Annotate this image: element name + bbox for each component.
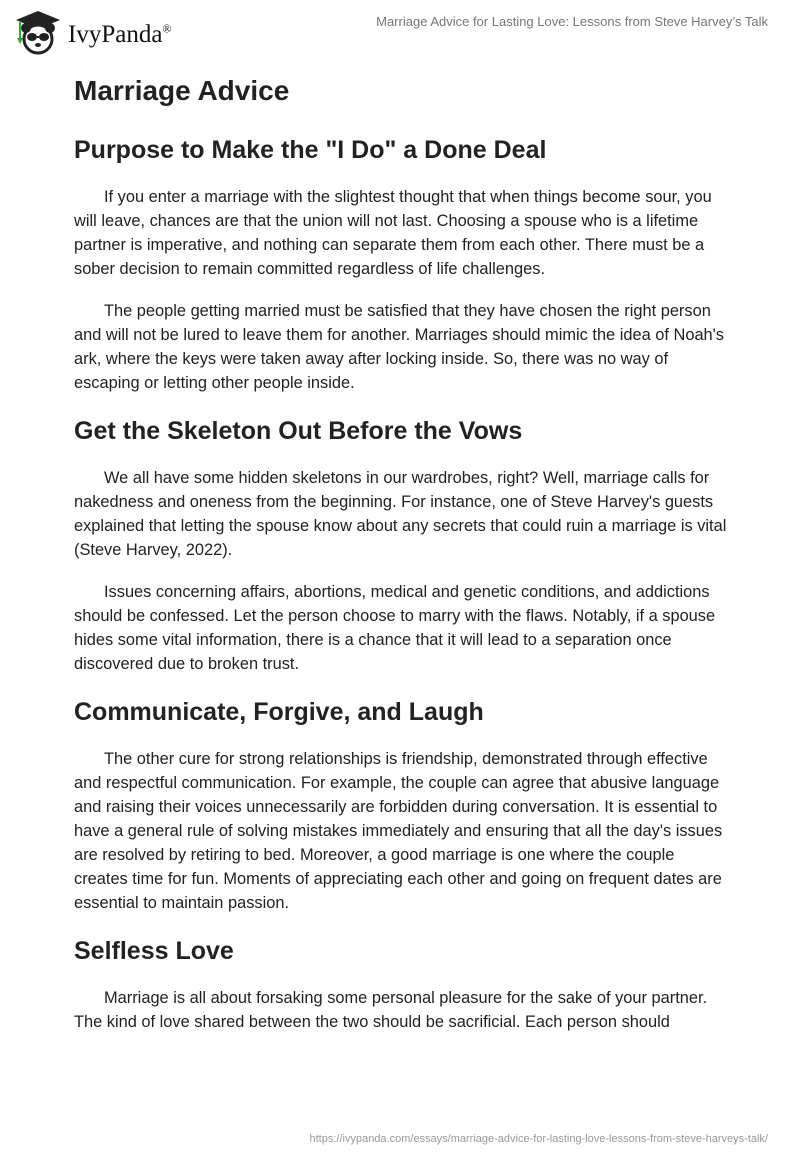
paragraph: The people getting married must be satisfied that they have chosen the right person and will not be lured to leave them for another. Marriages should mimic the idea of Noah's ark, where the keys were taken away after locking inside. So, there was no way of escaping or letting other people inside.: [74, 302, 724, 392]
section-heading: Get the Skeleton Out Before the Vows: [74, 417, 523, 445]
section-heading: Communicate, Forgive, and Laugh: [74, 698, 484, 726]
paragraph: Marriage is all about forsaking some personal pleasure for the sake of your partner. The kind of love shared between the two should be sacrificial. Each person should: [74, 989, 708, 1031]
page-title: Marriage Advice: [74, 75, 290, 106]
section-heading: Selfless Love: [74, 937, 234, 965]
panda-graduate-icon: [12, 8, 64, 56]
section-heading: Purpose to Make the "I Do" a Done Deal: [74, 136, 547, 164]
essay-content: [74, 73, 728, 1052]
paragraph: The other cure for strong relationships is friendship, demonstrated through effective and respectful communication. For example, the couple can agree that abusive language and raising their voices unnecessarily are forbidden during conversation. It is essential to have a general rule of solving mistakes immediately and ensuring that all the day's issues are resolved by retiring to bed. Moreover, a good marriage is one where the couple creates time for fun. Moments of appreciating each other and going on frequent dates are essential to maintain passion.: [74, 750, 723, 912]
document-title: Marriage Advice for Lasting Love: Lessons from Steve Harvey’s Talk: [376, 14, 768, 29]
paragraph: Issues concerning affairs, abortions, medical and genetic conditions, and addictions should be confessed. Let the person choose to marry with the flaws. Notably, if a spouse hides some vital information, there is a chance that it will lead to a separation once discovered due to broken trust.: [74, 583, 716, 673]
header: [0, 0, 800, 60]
ivypanda-logo[interactable]: [12, 8, 172, 56]
source-url[interactable]: https://ivypanda.com/essays/marriage-advice-for-lasting-love-lessons-from-steve-harveys-talk/: [309, 1133, 768, 1145]
paragraph: We all have some hidden skeletons in our wardrobes, right? Well, marriage calls for nakedness and oneness from the beginning. For instance, one of Steve Harvey's guests explained that letting the spouse know about any secrets that could ruin a marriage is vital (Steve Harvey, 2022).: [74, 469, 727, 559]
paragraph: If you enter a marriage with the slightest thought that when things become sour, you will leave, chances are that the union will not last. Choosing a spouse who is a lifetime partner is imperative, and nothing can separate them from each other. There must be a sober decision to remain committed regardless of life challenges.: [74, 188, 712, 278]
logo-text: IvyPanda®: [68, 21, 172, 48]
